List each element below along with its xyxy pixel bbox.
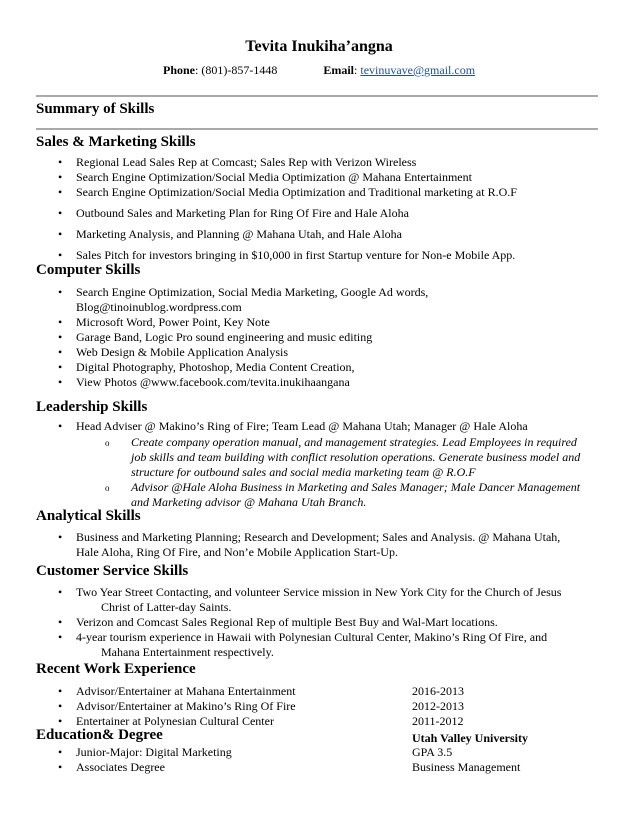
list-item: • Business and Marketing Planning; Research and Development; Sales and Analysis. @ Mahana Utah, xyxy=(58,530,561,544)
list-item: • Marketing Analysis, and Planning @ Mahana Utah, and Hale Aloha xyxy=(58,227,402,241)
analytical-list xyxy=(36,530,606,560)
sub-item-continued: and Marketing advisor @ Mahana Utah Branch. xyxy=(131,495,367,509)
education-heading: Education& Degree xyxy=(36,727,163,743)
divider-summary xyxy=(36,128,598,130)
table-row: • Associates Degree Business Management xyxy=(58,760,521,774)
customer-heading: Customer Service Skills xyxy=(36,563,189,579)
table-row: • Entertainer at Polynesian Cultural Center 2011-2012 xyxy=(58,714,464,728)
leadership-sublist xyxy=(36,435,606,510)
phone-value: (801)-857-1448 xyxy=(201,63,278,77)
divider-top xyxy=(36,95,598,97)
list-item: • Microsoft Word, Power Point, Key Note xyxy=(58,315,270,329)
education-list xyxy=(36,745,606,775)
list-item: • Verizon and Comcast Sales Regional Rep of multiple Best Buy and Wal-Mart locations. xyxy=(58,615,498,629)
sub-item: o Create company operation manual, and management strategies. Lead Employees in required xyxy=(105,435,577,449)
list-item: • View Photos @www.facebook.com/tevita.inukihaangana xyxy=(58,375,350,389)
list-item: • Web Design & Mobile Application Analysis xyxy=(58,345,289,359)
sales-list xyxy=(36,155,606,263)
leadership-heading: Leadership Skills xyxy=(36,399,148,415)
candidate-name: Tevita Inukiha’angna xyxy=(245,38,393,55)
table-row: • Advisor/Entertainer at Makino’s Ring Of Fire 2012-2013 xyxy=(58,699,464,713)
list-item: • Two Year Street Contacting, and volunteer Service mission in New York City for the Church of Jesus xyxy=(58,585,562,599)
work-heading: Recent Work Experience xyxy=(36,661,196,677)
analytical-heading: Analytical Skills xyxy=(36,508,141,524)
phone-label: Phone xyxy=(163,63,196,77)
summary-heading: Summary of Skills xyxy=(36,101,155,117)
list-item: • Sales Pitch for investors bringing in $10,000 in first Startup venture for Non-e Mobile App. xyxy=(58,248,516,262)
list-item-continued: Christ of Latter-day Saints. xyxy=(101,600,232,614)
sub-item-continued: job skills and team building with conflict resolution operations. Generate business model and xyxy=(131,450,581,464)
leadership-list xyxy=(36,419,606,434)
contact-line: Phone: (801)-857-1448 Email: tevinuvave@gmail.com xyxy=(163,63,476,77)
list-item: • Regional Lead Sales Rep at Comcast; Sales Rep with Verizon Wireless xyxy=(58,155,417,169)
list-item: • Outbound Sales and Marketing Plan for Ring Of Fire and Hale Aloha xyxy=(58,206,409,220)
customer-list xyxy=(36,585,606,660)
sub-item: o Advisor @Hale Aloha Business in Marketing and Sales Manager; Male Dancer Management xyxy=(105,480,581,494)
table-row: • Junior-Major: Digital Marketing GPA 3.5 xyxy=(58,745,453,759)
list-item-continued: Mahana Entertainment respectively. xyxy=(101,645,274,659)
computer-list xyxy=(36,285,606,390)
work-list xyxy=(36,684,606,729)
list-item: • 4-year tourism experience in Hawaii with Polynesian Cultural Center, Makino’s Ring Of Fire, and xyxy=(58,630,548,644)
computer-heading: Computer Skills xyxy=(36,262,141,278)
list-item: • Search Engine Optimization, Social Media Marketing, Google Ad words, xyxy=(58,285,429,299)
table-row: • Advisor/Entertainer at Mahana Entertainment 2016-2013 xyxy=(58,684,464,698)
list-item: • Head Adviser @ Makino’s Ring of Fire; Team Lead @ Mahana Utah; Manager @ Hale Aloha xyxy=(58,419,528,433)
list-item: • Digital Photography, Photoshop, Media Content Creation, xyxy=(58,360,355,374)
list-item: • Search Engine Optimization/Social Media Optimization @ Mahana Entertainment xyxy=(58,170,472,184)
sales-heading: Sales & Marketing Skills xyxy=(36,134,196,150)
list-item-continued: Hale Aloha, Ring Of Fire, and Non’e Mobile Application Start-Up. xyxy=(76,545,398,559)
email-link[interactable]: tevinuvave@gmail.com xyxy=(360,63,476,77)
email-label: Email xyxy=(323,63,355,77)
list-item-continued: Blog@tinoinublog.wordpress.com xyxy=(76,300,242,314)
list-item: • Search Engine Optimization/Social Media Optimization and Traditional marketing at R.O.F xyxy=(58,185,517,199)
list-item: • Garage Band, Logic Pro sound engineering and music editing xyxy=(58,330,373,344)
university-name: Utah Valley University xyxy=(412,731,529,745)
sub-item-continued: structure for outbound sales and social media marketing team @ R.O.F xyxy=(131,465,476,479)
